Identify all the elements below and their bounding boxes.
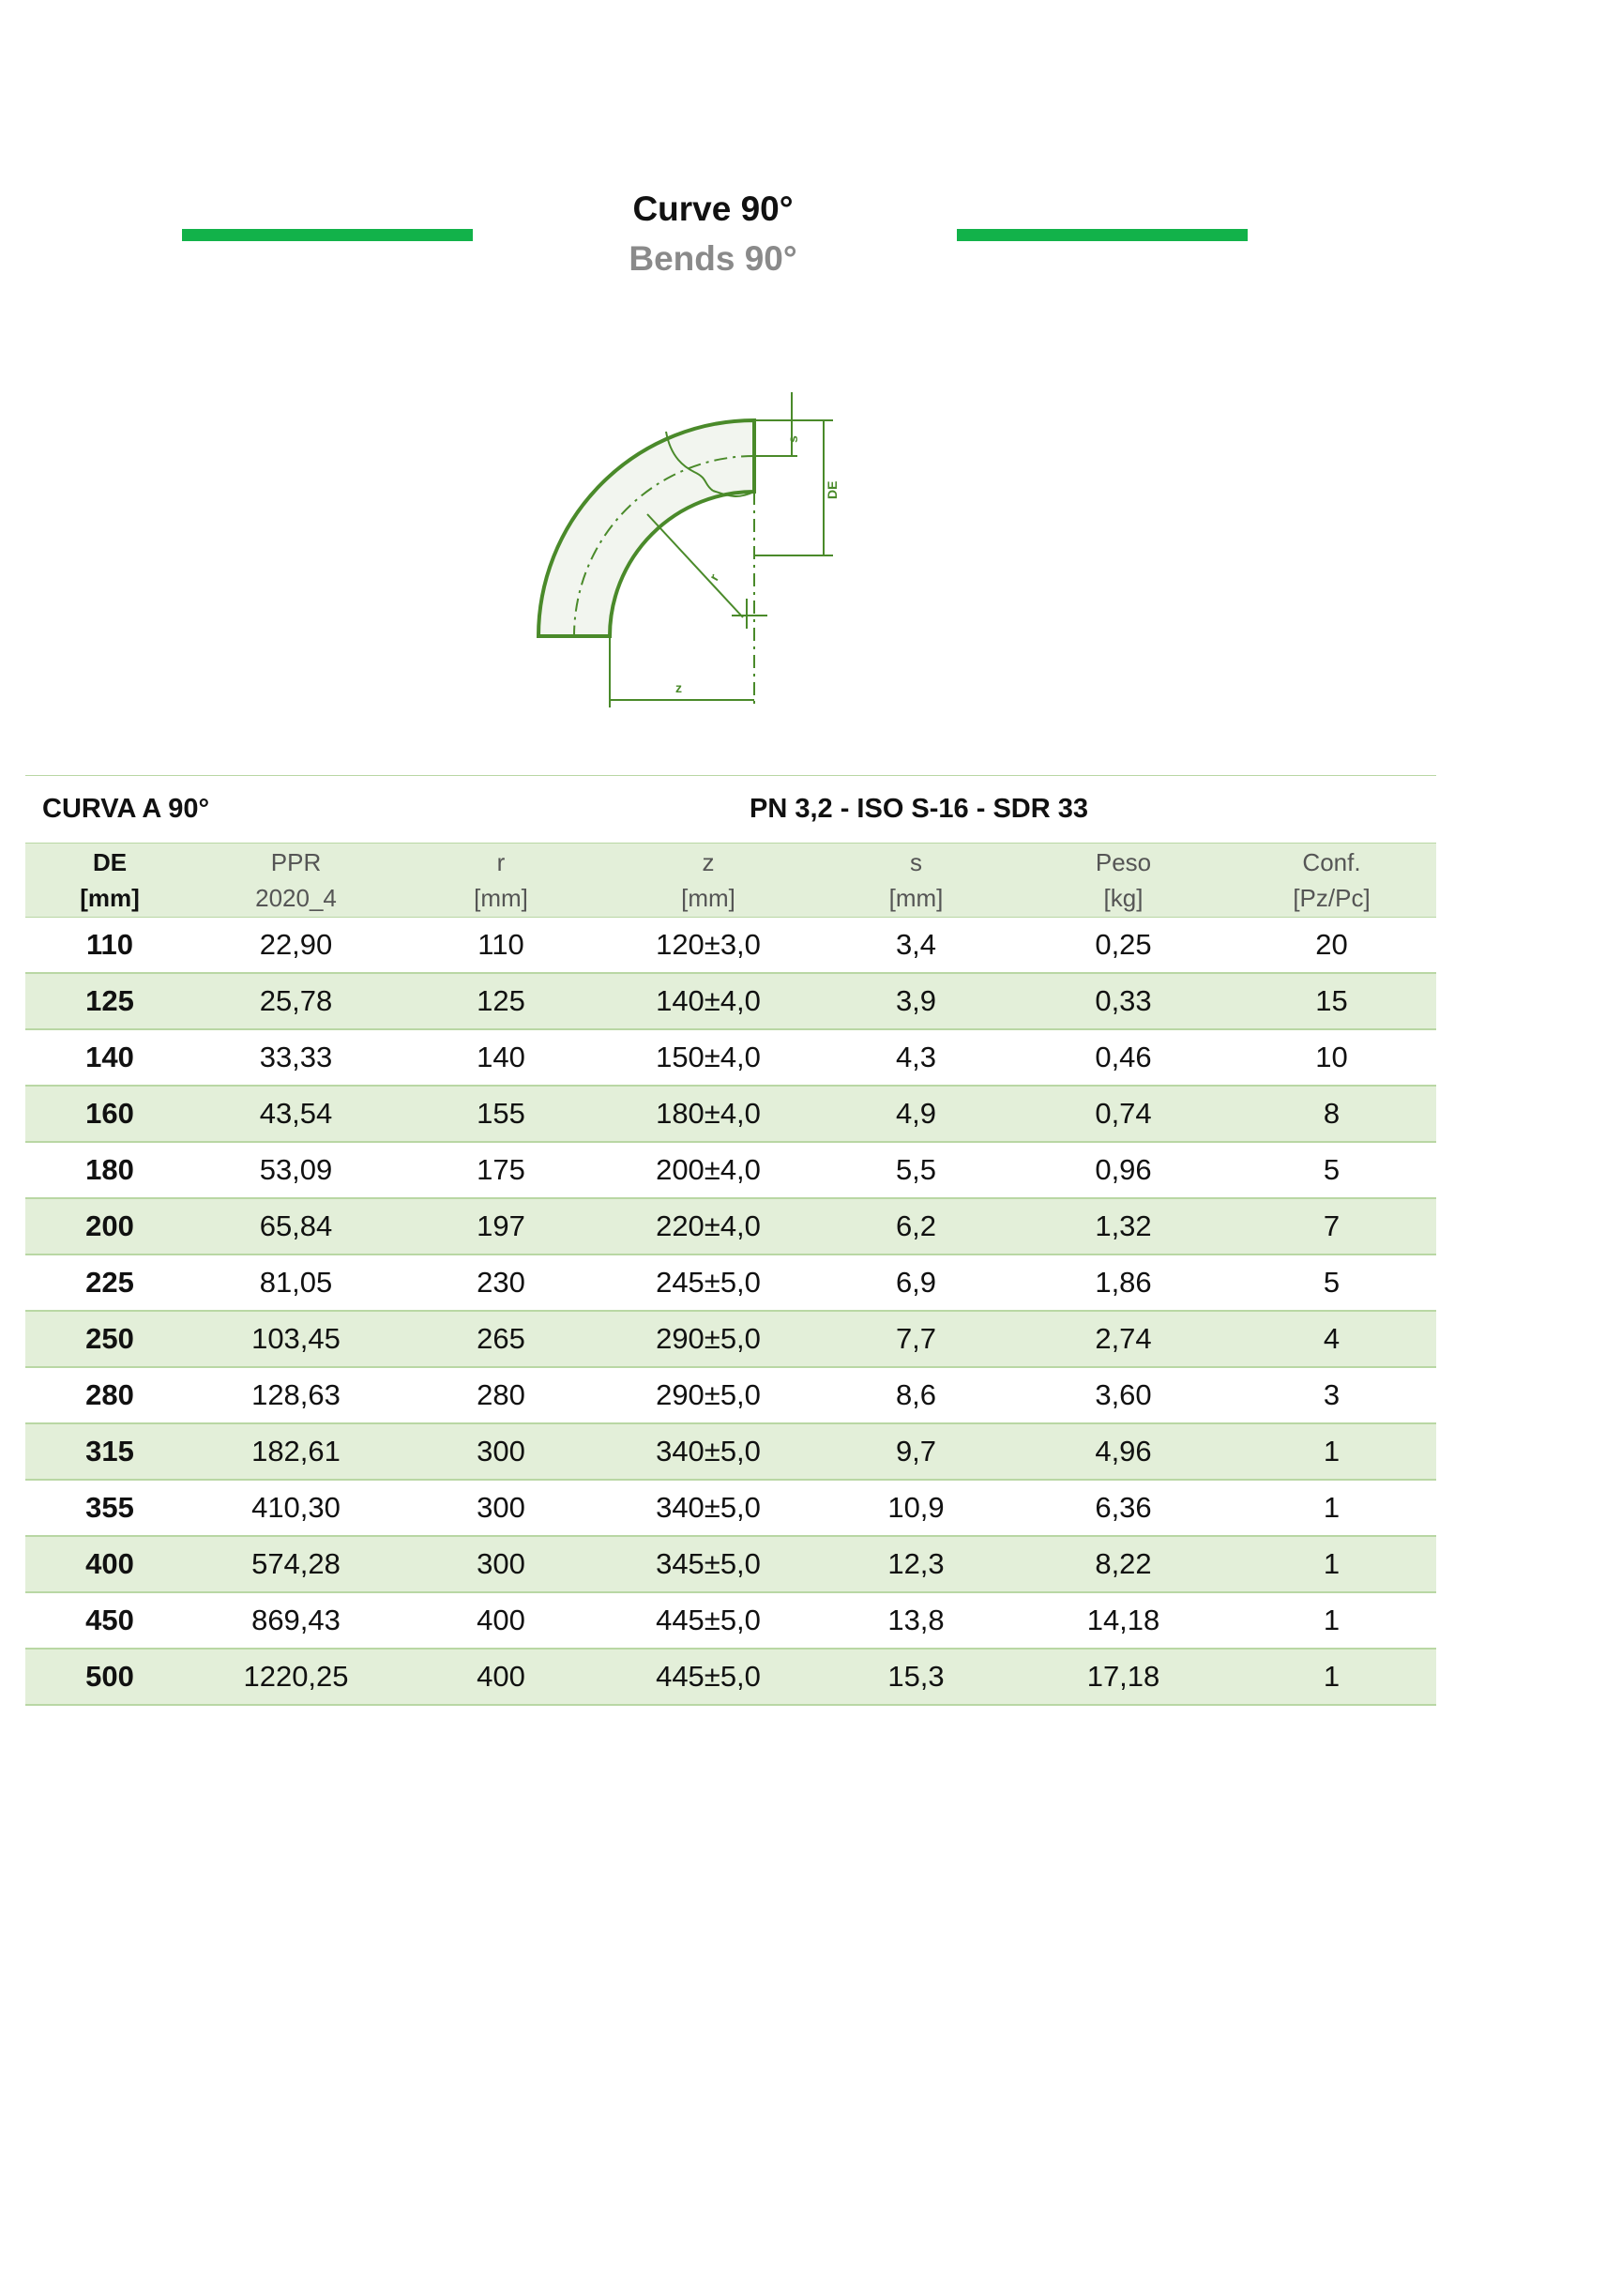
table-cell: 43,54 [259,1097,333,1130]
table-header-bar [25,775,1436,844]
table-row [25,1649,1436,1705]
table-cell: 128,63 [251,1378,341,1411]
table-cell: 65,84 [259,1209,333,1242]
table-cell: 869,43 [251,1604,341,1636]
table-cell: 345±5,0 [656,1547,761,1580]
column-header-line2: [mm] [80,883,140,912]
table-cell: 15,3 [887,1660,945,1693]
table-row [25,973,1436,1029]
table-cell: 150±4,0 [656,1041,761,1073]
column-header-line2: [mm] [681,883,735,912]
table-cell: 110 [85,927,133,961]
table-cell: 340±5,0 [656,1491,761,1524]
column-header-line1: s [910,847,922,876]
z-label: z [675,680,682,695]
table-cell: 13,8 [887,1604,945,1636]
bends-table [25,775,1436,1706]
page-title: Curve 90° [632,190,794,228]
table-cell: 53,09 [259,1153,333,1186]
table-row [25,1029,1436,1086]
table-cell: 225 [85,1266,134,1299]
table-cell: 0,74 [1095,1097,1152,1130]
column-header-line2: 2020_4 [255,883,337,912]
table-cell: 175 [477,1153,525,1186]
table-cell: 445±5,0 [656,1660,761,1693]
table-cell: 400 [477,1604,525,1636]
column-header [398,844,604,917]
table-cell: 197 [477,1209,525,1242]
table-cell: 110 [477,927,524,961]
table-cell: 4,3 [895,1041,937,1073]
table-cell: 14,18 [1086,1604,1160,1636]
table-cell: 22,90 [259,927,333,961]
table-cell: 450 [85,1604,134,1636]
table-cell: 7,7 [895,1322,937,1355]
table-cell: 12,3 [887,1547,945,1580]
table-cell: 17,18 [1086,1660,1160,1693]
table-cell: 6,2 [895,1209,937,1242]
table-cell: 10 [1315,1041,1348,1073]
table-cell: 0,96 [1095,1153,1152,1186]
table-cell: 6,9 [895,1266,937,1299]
table-cell: 180 [85,1153,134,1186]
table-cell: 3 [1323,1378,1341,1411]
table-cell: 200 [85,1209,134,1242]
table-cell: 81,05 [259,1266,333,1299]
table-cell: 355 [85,1491,134,1524]
data-table [25,844,1436,1706]
table-cell: 400 [85,1547,134,1580]
table-cell: 1,32 [1095,1209,1152,1242]
table-body [25,917,1436,1705]
de-label: DE [825,480,840,499]
r-dim-line [647,514,743,617]
table-cell: 0,46 [1095,1041,1152,1073]
table-cell: 2,74 [1095,1322,1152,1355]
table-row [25,1198,1436,1254]
table-cell: 1 [1323,1491,1341,1524]
table-cell: 574,28 [251,1547,341,1580]
table-cell: 33,33 [259,1041,333,1073]
table-cell: 8,22 [1095,1547,1152,1580]
table-cell: 265 [477,1322,525,1355]
table-cell: 1,86 [1095,1266,1152,1299]
column-header-line2: [mm] [888,883,944,912]
table-cell: 180±4,0 [656,1097,761,1130]
table-cell: 5 [1323,1153,1341,1186]
table-cell: 120±3,0 [656,927,761,961]
table-row [25,1367,1436,1423]
table-cell: 280 [85,1378,134,1411]
table-cell: 340±5,0 [656,1435,761,1467]
table-cell: 5 [1323,1266,1341,1299]
elbow-outer-wall [538,420,754,636]
table-cell: 445±5,0 [656,1604,761,1636]
table-cell: 300 [477,1435,525,1467]
column-header-line1: Peso [1095,847,1152,876]
column-header-line1: PPR [270,847,322,876]
table-cell: 1220,25 [243,1660,349,1693]
table-cell: 140 [477,1041,525,1073]
column-header [604,844,812,917]
table-row [25,917,1436,973]
column-header [25,844,194,917]
r-label: r [705,570,722,584]
table-row [25,1480,1436,1536]
table-cell: 4 [1323,1322,1341,1355]
table-cell: 245±5,0 [656,1266,761,1299]
table-cell: 4,9 [895,1097,937,1130]
column-header-row [25,844,1436,917]
table-row [25,1086,1436,1142]
table-cell: 125 [85,984,134,1017]
column-header-line2: [Pz/Pc] [1293,883,1371,912]
table-cell: 280 [477,1378,525,1411]
table-cell: 160 [85,1097,134,1130]
column-header-line1: r [496,847,506,876]
column-header [812,844,1020,917]
table-cell: 155 [477,1097,525,1130]
table-cell: 15 [1315,984,1348,1017]
table-cell: 200±4,0 [656,1153,761,1186]
table-cell: 20 [1315,927,1348,961]
table-row [25,1142,1436,1198]
table-cell: 230 [477,1266,525,1299]
table-cell: 1 [1323,1547,1341,1580]
table-cell: 300 [477,1547,525,1580]
table-spec: PN 3,2 - ISO S-16 - SDR 33 [749,794,1088,824]
table-cell: 500 [85,1660,134,1693]
s-label: s [785,435,800,443]
column-header-line1: DE [92,847,128,876]
table-cell: 410,30 [251,1491,341,1524]
table-cell: 1 [1323,1604,1341,1636]
table-cell: 1 [1323,1435,1341,1467]
table-cell: 8 [1323,1097,1341,1130]
table-cell: 400 [477,1660,525,1693]
table-cell: 290±5,0 [656,1378,761,1411]
table-cell: 300 [477,1491,525,1524]
table-cell: 182,61 [251,1435,341,1467]
table-cell: 250 [85,1322,134,1355]
table-row [25,1254,1436,1311]
table-cell: 3,60 [1095,1378,1152,1411]
table-cell: 8,6 [895,1378,937,1411]
column-header-line2: [mm] [474,883,528,912]
table-cell: 7 [1323,1209,1341,1242]
table-cell: 315 [85,1435,134,1467]
table-row [25,1536,1436,1592]
table-row [25,1423,1436,1480]
column-header [1227,844,1436,917]
table-cell: 4,96 [1095,1435,1152,1467]
column-header-line1: z [702,847,715,876]
table-cell: 290±5,0 [656,1322,761,1355]
table-cell: 103,45 [251,1322,341,1355]
table-cell: 220±4,0 [656,1209,761,1242]
table-cell: 25,78 [259,984,333,1017]
column-header [1020,844,1227,917]
column-header-line1: Conf. [1302,847,1361,876]
table-cell: 5,5 [895,1153,937,1186]
table-name: CURVA A 90° [42,794,210,824]
table-cell: 10,9 [887,1491,945,1524]
table-cell: 3,9 [895,984,937,1017]
table-cell: 0,33 [1095,984,1152,1017]
table-cell: 3,4 [895,927,937,961]
table-cell: 140±4,0 [656,984,761,1017]
table-cell: 9,7 [895,1435,937,1467]
column-header-line2: [kg] [1103,883,1144,912]
column-header [194,844,398,917]
table-cell: 0,25 [1095,927,1152,961]
page-subtitle: Bends 90° [629,239,797,278]
table-cell: 125 [477,984,525,1017]
bend-diagram [525,383,863,721]
table-cell: 6,36 [1095,1491,1152,1524]
table-row [25,1311,1436,1367]
table-cell: 140 [85,1041,134,1073]
table-row [25,1592,1436,1649]
table-cell: 1 [1323,1660,1341,1693]
